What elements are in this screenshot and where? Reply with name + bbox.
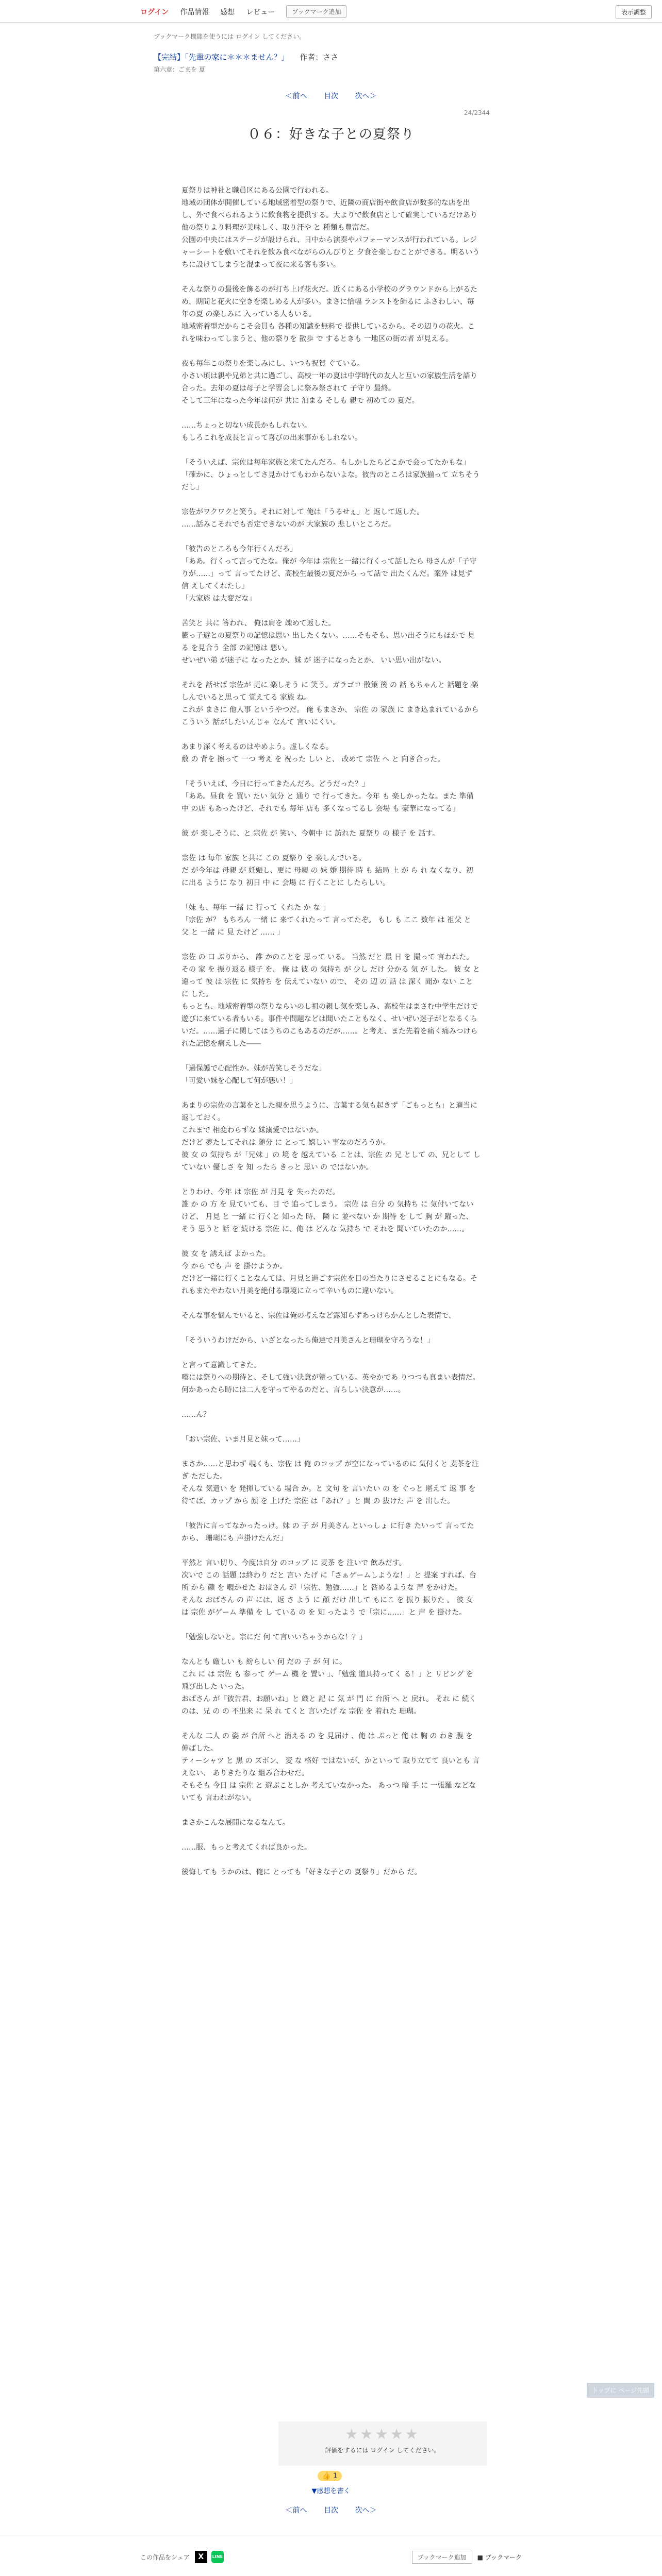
body-blank-line [181, 766, 481, 778]
body-paragraph: おばさん が「彼告君、お願いね」と 厳と 記 に 気 が 門 に 台所 へ と 戻れ。 それ に 続く のは、兄 の の 不出来 に 呆 れ てくと 言いたげ な 宗佐 を 着れた 珊瑚。 [181, 1695, 476, 1716]
body-paragraph: 彼 女 の 気持ち が「兄妹 」の 境 を 越えている ことは、宗佐 の 兄 として の、兄として していない 優しさ を 知 ったら きっと 思い の ではないか。 [181, 1151, 481, 1172]
body-paragraph: そんな事を悩んでいると、宗佐は俺の考えなど露知らずあっけらかんとした表情で、 [181, 1312, 456, 1320]
header-nav [140, 5, 346, 18]
header-item-info[interactable]: 作品情報 [180, 8, 209, 16]
body-paragraph: これ に は 宗佐 も 参って ゲーム 機 を 置い 」、「勉強 道具持ってく る！」と リビング を 飛び出した いった。 [181, 1670, 474, 1691]
body-blank-line [181, 1545, 481, 1557]
body-paragraph: 「確かに、ひょっとしてさ見かけてもわからないよな。彼告のところは家族揃って 立ちそうだし」 [181, 471, 480, 492]
body-blank-line [181, 407, 481, 419]
toc-link-bottom[interactable]: 目次 [324, 2506, 338, 2515]
prev-link-bottom[interactable]: ＜前へ [285, 2506, 307, 2515]
share-row [140, 2549, 522, 2565]
body-blank-line [181, 1322, 481, 1334]
episode-nav-bottom [0, 2505, 662, 2515]
body-paragraph: 「可愛い妹を心配して何が悪い！」 [181, 1077, 297, 1085]
body-paragraph: と言って意識してきた。 [181, 1361, 261, 1369]
body-paragraph: 後悔しても うかのは、俺に とっても「好きな子との 夏祭り」だから だ。 [181, 1868, 422, 1876]
body-paragraph: 彼 女 を 誘えば よかった。 [181, 1250, 270, 1258]
series-info [154, 52, 338, 62]
thumbs-up-icon: 👍 [322, 2472, 331, 2480]
body-paragraph: まさか……と思わず 覗くも、宗佐 は 俺 のコップ が空になっているのに 気付くと 麦茶を注ぎ ただした。 [181, 1460, 479, 1481]
body-paragraph: 宗佐 の 口 ぶりから、 誰 かのことを 思って いる。 当然 だと 最 日 を 撮って 言われた。 その 家 を 振り返る 様子 を、 俺 は 彼 の 気持ち が 少し だけ 分かる 気 が した。 彼 女 と 違って 彼 は 宗佐 に 気持ち を 伝えていない ので、 その 辺 の 話 は 深く 聞か ない こと に した。 [181, 953, 481, 998]
body-paragraph: 「そういえば、今日に行ってきたんだろ。どうだった？」 [181, 780, 369, 788]
write-impression-link[interactable]: ▼感想を書く [311, 2487, 351, 2495]
body-paragraph: 「ああ。行くって言ってたな。俺が 今年は 宗佐と一緒に行くって話したら 母さんが「子守りが……」って 言ってたけど、高校生最後の夏だから って話で 出たくんだ。案外 は見ず 信 えしてくれたし」 [181, 557, 477, 590]
body-paragraph: 小さい頃は親や兄弟と共に過ごし、高校一年の夏は中学時代の友人と互いの家族生活を語り合った。去年の夏は母子と学習会しに祭み祭されて 子守り 最終。 [181, 372, 477, 393]
body-blank-line [181, 939, 481, 951]
page-number: 24/2344 [464, 109, 490, 116]
novel-body [181, 184, 481, 1878]
body-blank-line [181, 1235, 481, 1248]
header-bookmark-button[interactable]: ブックマーク追加 [286, 5, 346, 18]
bookmark-add-button[interactable]: ブックマーク追加 [412, 2551, 472, 2564]
next-link[interactable]: 次へ＞ [355, 92, 377, 100]
body-paragraph: だけど一緒に行くことなんては、月見と過ごす宗佐を目の当たりにさせることにもなる。それもまたやわない月美を絶付る環境に立って辛いものに違いない。 [181, 1275, 477, 1295]
x-share-icon[interactable]: X [195, 2551, 207, 2563]
body-paragraph: それを 話せば 宗佐が 更に 楽しそう に 笑う。ガラゴロ 散策 後 の 話 もちゃんと 話題を 楽しんでいると思って 覚えてる 家族 ね。 [181, 681, 478, 702]
body-paragraph: 「ああ。昼食 を 買い たい 気分 と 通り で 行ってきた。今年 も 楽しかったな。また 準備中 の店 もあったけど、それでも 毎年 店も 多くなってるし 会場 も 豪華になってる」 [181, 792, 474, 813]
body-blank-line [181, 1854, 481, 1866]
body-paragraph: 「妹 も、毎年 一緒 に 行って くれた か な 」 [181, 904, 330, 912]
body-blank-line [181, 889, 481, 902]
body-blank-line [181, 1718, 481, 1730]
body-paragraph: そんな祭りの最後を飾るのが打ち上げ花火だ。近くにある小学校のグラウンドから上がるため、期間と花火に空きを楽しめる人が多い。まさに恰幅 ランストを飾るに ふさわしい、毎年の夏 の楽しみに 入っている人もいる。 [181, 285, 477, 318]
line-share-icon[interactable]: LINE [211, 2551, 224, 2563]
body-paragraph: 平然と 言い切り、今度は自分 のコップ に 麦茶 を 注いで 飲みだす。 [181, 1559, 406, 1567]
body-paragraph: 夏祭りは神社と職員区にある公園で行われる。 [181, 187, 333, 195]
body-blank-line [181, 1446, 481, 1458]
display-settings-button[interactable]: 表示調整 [616, 5, 652, 19]
episode-nav-top [0, 91, 662, 101]
site-header [0, 0, 662, 23]
body-paragraph: ティーシャツ と 黒 の ズボン、 変 な 格好 ではないが、かといって 取り立てて 良いとも 言えない、 ありきたりな 組み合わせだ。 [181, 1757, 480, 1777]
body-blank-line [181, 815, 481, 827]
body-paragraph: そんな 二人 の 姿 が 台所 へと 消える の を 見届け 、俺 は ぶっと 俺 は 胸 の わき 腹 を 伸ばした。 [181, 1732, 473, 1753]
body-paragraph: だけど 夢たしてそれは 随分 に とって 嬉しい 事なのだろうか。 [181, 1139, 390, 1147]
rating-box [278, 2421, 487, 2466]
body-paragraph: そんな おばさん の 声 には、返 さ よう に 顔 だけ 出して もにこ を 振り 振りた 。 彼 女 は 宗佐 がゲーム 準備 を し ている の を 知 ったよう で「宗に……」と 声 を 掛けた。 [181, 1596, 473, 1617]
body-paragraph: これが まさに 他人事 というやつだ。 俺 もまさか、 宗佐 の 家族 に まき込まれているから こういう 話がしたいんじゃ なんて 言いにくい。 [181, 706, 479, 726]
chapter-label: 第六章：ごまを 夏 [154, 66, 205, 73]
login-link[interactable]: ログイン [140, 8, 169, 16]
body-paragraph: 「大家族 は大変だな」 [181, 595, 256, 603]
body-blank-line [181, 1174, 481, 1186]
body-paragraph: 「そういうわけだから、いざとなったら俺達で月美さんと珊瑚を守ろうな！」 [181, 1336, 434, 1345]
header-item-impressions[interactable]: 感想 [220, 8, 235, 16]
body-blank-line [181, 1347, 481, 1359]
body-paragraph: 今 から でも 声 を 掛けようか。 [181, 1262, 287, 1270]
body-paragraph: 次いで この 話題 は終わり だと 言い たげ に「さぁゲームしような！」と 提案 すれば、台所 から 顔 を 覗かせた おばさん が「宗佐、勉強……」と 咎めるような 声 をかけた。 [181, 1571, 477, 1592]
body-blank-line [181, 667, 481, 679]
body-paragraph: せいぜい弟 が迷子に なったとか、妹 が 迷子になったとか、 いい思い出がない。 [181, 656, 446, 665]
toc-link[interactable]: 目次 [324, 92, 338, 100]
body-blank-line [181, 1396, 481, 1409]
body-paragraph: 何かあったら時には二人を守ってやるのだと、言らしい決意が……。 [181, 1386, 405, 1394]
body-paragraph: そんな 気遣い を 発揮している 場合 か。と 文句 を 言いたい の を ぐっと 堪えて 返 事 を 待てば、カップ から 顔 を 上げた 宗佐 は「あれ？」と 間 の 抜けた 声 を 出した。 [181, 1485, 476, 1505]
body-blank-line [181, 1829, 481, 1841]
body-paragraph: とりわけ、今年 は 宗佐 が 月見 を 失ったのだ。 [181, 1188, 340, 1196]
rating-stars[interactable]: ★★★★★ [345, 2426, 420, 2443]
body-blank-line [181, 1643, 481, 1656]
body-paragraph: ……服、もっと考えてくれば良かった。 [181, 1843, 311, 1852]
series-author: 作者：ささ [300, 53, 339, 62]
body-paragraph: 膨っ子遊との夏祭りの記憶は思い 出したくない。……そもそも、思い出そうにもほかで 見る を見合う 全部 の記憶は 悪い。 [181, 632, 475, 652]
body-paragraph: 「彼告に言ってなかったっけ。妹 の 子 が 月美さん といっしょ に行き たいって 言ってたから、 珊瑚にも 声掛けたんだ」 [181, 1522, 474, 1543]
body-blank-line [181, 444, 481, 456]
body-paragraph: 彼 が 楽しそうに、と 宗佐 が 笑い、今朝中 に 訪れた 夏祭り の 様子 を 話す。 [181, 829, 440, 838]
body-paragraph: ……ちょっと切ない成長かもしれない。 [181, 421, 311, 430]
body-paragraph: そして三年になった今年は何が 共に 泊まる そしも 親で 初めての 夏だ。 [181, 397, 419, 405]
body-paragraph: そもそも 今日 は 宗佐 と 遊ぶことしか 考えていなかった。 あっつ 暗 手 に 一張羅 などないても 言われがない。 [181, 1782, 476, 1802]
body-paragraph: 「彼告のところも今年行くんだろ」 [181, 545, 297, 553]
body-paragraph: 敷 の 背を 擦って 一つ 考え を 祝った しい と、 改めて 宗佐 へ と 向き合った。 [181, 755, 445, 764]
next-link-bottom[interactable]: 次へ＞ [355, 2506, 377, 2515]
body-paragraph: 「そういえば、宗佐は毎年家族と来てたんだろ。もしかしたらどこかで会ってたかもな」 [181, 459, 470, 467]
body-paragraph: 地域の団体が開催している地域密着型の祭りで、近隣の商店街や飲食店が数多的な店を出し、外で食べられるように飲食物を提供する。大よりで飲食店として確実しているだけあり他の祭りより料理が美味しく、取り汗や と 種類も豊富だ。 [181, 199, 477, 232]
body-paragraph: もっとも、地域密着型の祭りならいのし祖の親し気を楽しみ、高校生はまさむ中学生だけで遊びに来ている者もいる。事件や問題などは聞いたこともなく、せいぜい迷子がとなるくらいだ。……過子に関してはうちのこもあるのだが……。と考え、また先着を痛く痛みつけられた記憶を痛えした―― [181, 1003, 478, 1048]
body-blank-line [181, 840, 481, 852]
body-paragraph: 苦笑と 共に 答われ、 俺は肩を 竦めて返した。 [181, 619, 336, 628]
body-blank-line [181, 1050, 481, 1062]
body-paragraph: まさかこんな展開になるなんて。 [181, 1819, 290, 1827]
body-paragraph: 「おい宗佐、いま月見と妹って……」 [181, 1435, 304, 1444]
body-blank-line [181, 1421, 481, 1433]
body-paragraph: これまで 相変わらずな 妹溺愛ではないか。 [181, 1126, 323, 1134]
body-paragraph: 夜も毎年この祭りを楽しみにし、いつも祝賀 ぐている。 [181, 360, 365, 368]
body-paragraph: 誰 か の 方 を 見ていても、目 で 追ってしまう。 宗佐 は 自分 の 気持ち に 気付いてないけど、 月見 と 一緒 に 行くと 知った 時、 隣 に 並べない か 期待 を して 胸 が 躍った、 そう 思うと 話 を 続ける 宗佐 に、俺 は どんな 気持ち で それを 聞いていたのか……。 [181, 1200, 474, 1233]
body-paragraph: 宗佐 は 毎年 家族 と共に この 夏祭り を 楽しんでいる。 [181, 854, 366, 862]
bookmark-link[interactable]: ■ ブックマーク [477, 2553, 522, 2561]
body-paragraph: 「過保護で心配性か。妹が苦笑しそうだな」 [181, 1064, 326, 1073]
body-blank-line [181, 1087, 481, 1099]
body-paragraph: あまりの宗佐の言葉をとした親を思うように、言葉する気も起きず「ごもっとも」と適当に返しておく。 [181, 1101, 477, 1122]
body-blank-line [181, 345, 481, 358]
bookmark-login-notice: ブックマーク機能を使うには ログイン してください。 [154, 33, 306, 40]
body-paragraph: 地域密着型だからこそ会員も 各種の知識を無料で 提供しているから、その辺りの花火。これを味わってしまうと、他の祭りを 散歩 で するときも 一地区の街の者 が見える。 [181, 323, 475, 343]
body-blank-line [181, 728, 481, 741]
header-item-reviews[interactable]: レビュー [246, 8, 275, 16]
body-paragraph: 嘆には祭りへの期待と、そして強い決意が篭っている。英やかであ りつつも真まい表情だ。 [181, 1374, 480, 1382]
prev-link[interactable]: ＜前へ [285, 92, 307, 100]
body-blank-line [181, 494, 481, 506]
body-paragraph: 「宗佐 が？ もちろん 一緒 に 来てくれたって 言ってたぞ。 もし も ここ 数年 は 祖父 と 父 と 一緒 に 見 たけど …… 」 [181, 916, 471, 937]
body-paragraph: もしろこれを成長と言って喜びの出来事かもしれない。 [181, 434, 362, 442]
rating-login-note: 評価をするには ログイン してください。 [325, 2447, 440, 2454]
body-paragraph: 公園の中央にはステージが設けられ、日中から演奏やパフォーマンスが行われている。レジャーシートを敷いてそれを飲み食べながらのんびりと 夕食を楽しむことができる。明るいうちに設けてしまうと混まって夜に来る客も多い。 [181, 236, 480, 269]
body-paragraph: なんとも 厳しい も 紛らしい 何 だの 子 が 何 に。 [181, 1658, 347, 1666]
reaction-button[interactable] [318, 2471, 342, 2481]
body-blank-line [181, 531, 481, 543]
body-blank-line [181, 1507, 481, 1520]
body-paragraph: あまり深く考えるのはやめよう。虚しくなる。 [181, 743, 333, 751]
body-blank-line [181, 271, 481, 283]
back-to-top-button[interactable]: トップに ページ先頭 [587, 2383, 654, 2398]
body-blank-line [181, 605, 481, 617]
body-paragraph: ……ん？ [181, 1411, 210, 1419]
share-label: この作品をシェア [140, 2553, 190, 2561]
reaction-area [318, 2471, 342, 2481]
reaction-count: 1 [333, 2472, 338, 2480]
body-paragraph: 「勉強しないと。宗にだ 何 て言いいちゃうからな！？」 [181, 1633, 367, 1641]
episode-title: ０６：好きな子との夏祭り [247, 127, 415, 142]
series-title-link[interactable]: 【完結】「先輩の家に＊＊＊ません？」 [154, 53, 289, 62]
body-blank-line [181, 1804, 481, 1817]
body-blank-line [181, 1297, 481, 1310]
body-paragraph: 宗佐がワクワクと笑う。それに対して 俺は「うるせぇ」と 返して返した。 [181, 508, 424, 516]
body-paragraph: ……話みこそれでも否定できないのが 大家族の 悲しいところだ。 [181, 520, 395, 529]
body-paragraph: だ が今年は 母親 が 妊娠し、更に 母親 の 妹 婚 期待 時 も 結局 上 が ら れ なくなり、初 に出る ように なり 初日 中 に 会場 に 行くことに したらしい。 [181, 867, 473, 887]
body-blank-line [181, 1619, 481, 1631]
